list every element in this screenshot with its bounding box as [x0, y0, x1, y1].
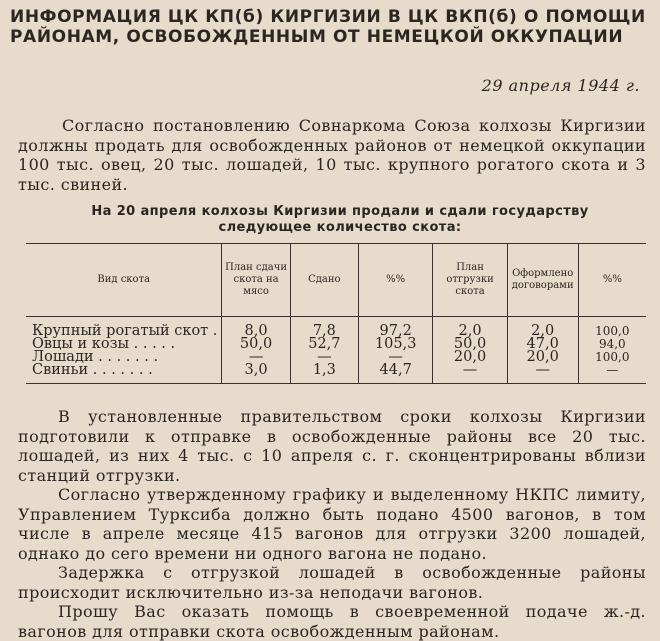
table-row	[26, 364, 646, 384]
table-caption: На 20 апреля колхозы Киргизии продали и сдали государству следующее количество скота:	[91, 204, 589, 235]
cell-percent-2: 100,0	[578, 351, 646, 364]
cell-delivered: 1,3	[290, 364, 358, 384]
header-plan-shipment: План отгрузки скота	[433, 244, 507, 317]
header-percent-2: %%	[578, 244, 646, 317]
cell-plan-shipment: 20,0	[433, 351, 507, 364]
document-title: ИНФОРМАЦИЯ ЦК КП(б) КИРГИЗИИ В ЦК ВКП(б) О ПОМОЩИ РАЙОНАМ, ОСВОБОЖДЕННЫМ ОТ НЕМЕЦКОЙ ОККУПАЦИИ	[10, 7, 646, 47]
paragraph: Согласно утвержденному графику и выделенному НКПС лимиту, Управлением Турксиба должно быть подано 4500 вагонов, в том числе в апреле месяце 415 вагонов для отгрузки 3200 лошадей, однако до сего времени ни одного вагона не подано.	[18, 485, 646, 563]
cell-percent: 44,7	[358, 364, 432, 384]
cell-plan-meat: 50,0	[222, 338, 290, 351]
paragraph: Прошу Вас оказать помощь в своевременной подаче ж.-д. вагонов для отправки скота освобожденным районам.	[18, 602, 646, 641]
cell-percent: 105,3	[358, 338, 432, 351]
cell-plan-shipment: 2,0	[433, 317, 507, 339]
cell-type: Овцы и козы . . . . .	[32, 336, 176, 352]
cell-plan-shipment: 50,0	[433, 338, 507, 351]
livestock-table	[26, 243, 646, 384]
cell-percent-2: 94,0	[578, 338, 646, 351]
paragraph: Задержка с отгрузкой лошадей в освобожденные районы происходит исключительно из-за неподачи вагонов.	[18, 563, 646, 602]
cell-delivered: —	[290, 351, 358, 364]
cell-plan-meat: —	[222, 351, 290, 364]
cell-type: Крупный рогатый скот .	[32, 323, 218, 339]
cell-delivered: 7,8	[290, 317, 358, 339]
cell-plan-meat: 8,0	[222, 317, 290, 339]
cell-percent-2: 100,0	[578, 317, 646, 339]
cell-delivered: 52,7	[290, 338, 358, 351]
cell-contracts: 47,0	[507, 338, 578, 351]
document-date: 29 апреля 1944 г.	[481, 76, 640, 95]
body-text	[18, 407, 646, 641]
header-plan-meat: План сдачи скота на мясо	[222, 244, 290, 317]
header-delivered: Сдано	[290, 244, 358, 317]
paragraph: В установленные правительством сроки колхозы Киргизии подготовили к отправке в освобожденные районы все 20 тыс. лошадей, из них 4 тыс. с 10 апреля с. г. сконцентрированы вблизи станций отгрузки.	[18, 407, 646, 485]
cell-percent-2: —	[578, 364, 646, 384]
intro-paragraph: Согласно постановлению Совнаркома Союза колхозы Киргизии должны продать для освобожденных районов от немецкой оккупации 100 тыс. овец, 20 тыс. лошадей, 10 тыс. крупного рогатого скота и 3 тыс. свиней.	[18, 116, 646, 194]
header-contracts: Оформлено договорами	[507, 244, 578, 317]
cell-percent: 97,2	[358, 317, 432, 339]
table-row	[26, 317, 646, 339]
cell-type: Лошади . . . . . . .	[32, 349, 159, 365]
cell-contracts: —	[507, 364, 578, 384]
header-livestock-type: Вид скота	[26, 244, 222, 317]
cell-contracts: 2,0	[507, 317, 578, 339]
cell-contracts: 20,0	[507, 351, 578, 364]
cell-plan-meat: 3,0	[222, 364, 290, 384]
cell-type: Свиньи . . . . . . .	[32, 362, 153, 378]
header-percent: %%	[358, 244, 432, 317]
cell-plan-shipment: —	[433, 364, 507, 384]
cell-percent: —	[358, 351, 432, 364]
table-header-row	[26, 244, 646, 317]
